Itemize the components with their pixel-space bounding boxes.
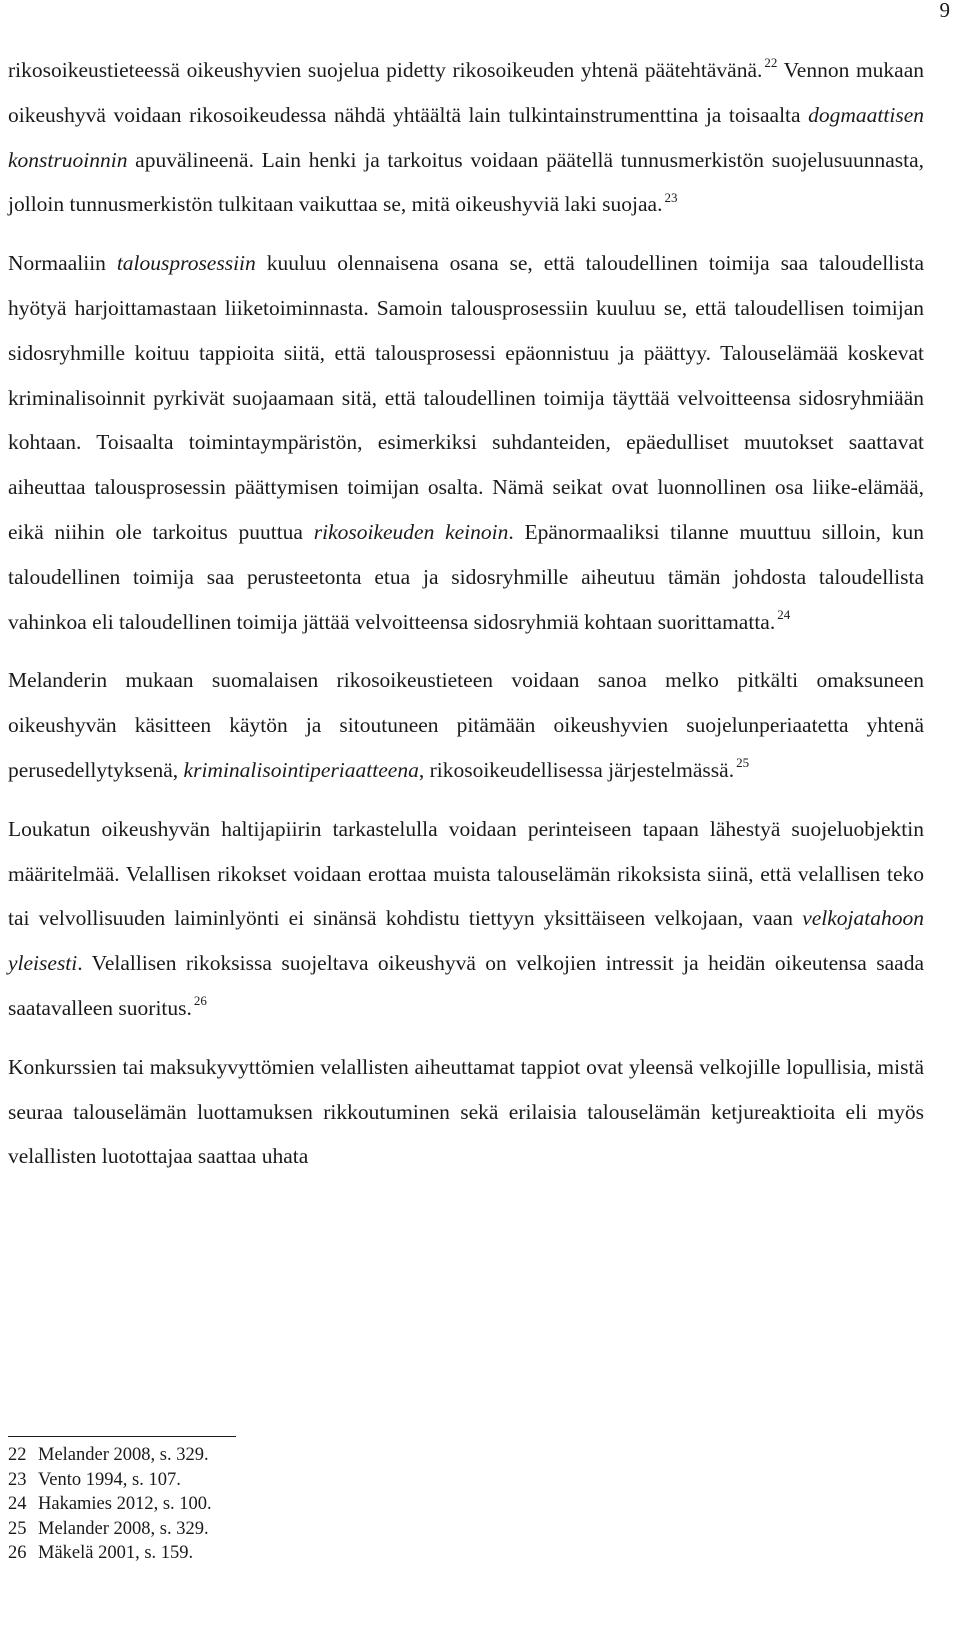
text-run: . Velallisen rikoksissa suojeltava oikeushyvä on velkojien intressit ja heidän oikeutensa saada saatavalleen suoritus. [8,951,924,1020]
body-text [8,48,924,1179]
text-run: Normaaliin [8,251,117,276]
footnote-text: Vento 1994, s. 107. [38,1469,181,1490]
paragraph-4 [8,807,924,1031]
italic-term: talousprosessiin [116,251,256,276]
footnote-number: 26 [8,1543,27,1564]
page-number: 9 [939,0,950,22]
italic-term: rikosoikeuden keinoin [313,519,509,544]
footnote-ref: 26 [193,993,207,1009]
footnote-text: Hakamies 2012, s. 100. [38,1494,212,1515]
footnote-ref: 25 [736,755,750,771]
footnote [8,1517,212,1542]
footnote-ref: 24 [777,606,791,622]
text-run: kuuluu olennaisena osana se, että taloudellinen toimija saa taloudellista hyötyä harjoittamastaan liiketoiminnasta. Samoin talousprosessiin kuuluu se, että taloudellisen toimijan sidosryhmille koituu tappioita siitä, että talousprosessi epäonnistuu ja päättyy. Talouselämää koskevat kriminalisoinnit pyrkivät suojaamaan sitä, että taloudellinen toimija täyttää velvoitteensa sidosryhmiään kohtaan. Toisaalta toimintaympäristön, esimerkiksi suhdanteiden, epäedulliset muutokset saattavat aiheuttaa talousprosessin päättymisen toimijan osalta. Nämä seikat ovat luonnollinen osa liike-elämää, eikä niihin ole tarkoitus puuttua [8,251,924,544]
footnote [8,1492,212,1517]
footnote-text: Melander 2008, s. 329. [38,1518,209,1539]
paragraph-5 [8,1045,924,1179]
text-run: apuvälineenä. Lain henki ja tarkoitus voidaan päätellä tunnusmerkistön suojelusuunnasta, jolloin tunnusmerkistön tulkitaan vaikuttaa se, mitä oikeushyviä laki suojaa. [8,147,924,217]
footnote-text: Mäkelä 2001, s. 159. [38,1543,194,1564]
footnote-number: 23 [8,1469,27,1490]
footnote-number: 25 [8,1518,27,1539]
paragraph-2 [8,241,924,644]
footnotes [8,1443,212,1566]
text-run: Loukatun oikeushyvän haltijapiirin tarkastelulla voidaan perinteiseen tapaan lähestyä suojeluobjektin määritelmää. Velallisen rikokset voidaan erottaa muista talouselämän rikoksista siinä, että velallisen teko tai velvollisuuden laiminlyönti ei sinänsä kohdistu tiettyyn yksittäiseen velkojaan, vaan [8,816,924,931]
footnote [8,1443,212,1468]
footnote-text: Melander 2008, s. 329. [38,1445,209,1465]
text-run: Konkurssien tai maksukyvyttömien velallisten aiheuttamat tappiot ovat yleensä velkojille lopullisia, mistä seuraa talouselämän luottamuksen rikkoutuminen sekä erilaisia talouselämän ketjureaktioita eli myös velallisten luotottajaa saattaa uhata [8,1054,924,1169]
footnote-number: 24 [8,1494,27,1515]
text-run: rikosoikeustieteessä oikeushyvien suojelua pidetty rikosoikeuden yhtenä päätehtävänä. [8,58,763,82]
text-run: . Epänormaaliksi tilanne muuttuu silloin, kun taloudellinen toimija saa perusteetonta etua ja sidosryhmille aiheutuu tämän johdosta taloudellista vahinkoa eli taloudellinen toimija jättää velvoitteensa sidosryhmiä kohtaan suorittamatta. [8,519,924,634]
italic-term: velkojatahoon yleisesti [8,906,924,976]
footnote [8,1541,212,1566]
footnote-number: 22 [8,1445,27,1465]
italic-term: kriminalisointiperiaatteena [183,757,419,782]
footnote-divider [8,1436,236,1437]
paragraph-3 [8,658,924,792]
text-run: Vennon mukaan oikeushyvä voidaan rikosoikeudessa nähdä yhtäältä lain tulkintainstrumenttina ja toisaalta [8,58,925,127]
paragraph-1 [8,48,924,227]
text-run: , rikosoikeudellisessa järjestelmässä. [418,757,735,782]
text-run: Melanderin mukaan suomalaisen rikosoikeustieteen voidaan sanoa melko pitkälti omaksuneen oikeushyvän käsitteen käytön ja sitoutuneen pitämään oikeushyvien suojelunperiaatetta yhtenä perusedellytyksenä, [8,668,924,782]
footnote [8,1468,212,1493]
italic-term: dogmaattisen konstruoinnin [8,102,924,172]
footnote-ref: 22 [764,55,778,71]
footnote-ref: 23 [664,189,678,205]
